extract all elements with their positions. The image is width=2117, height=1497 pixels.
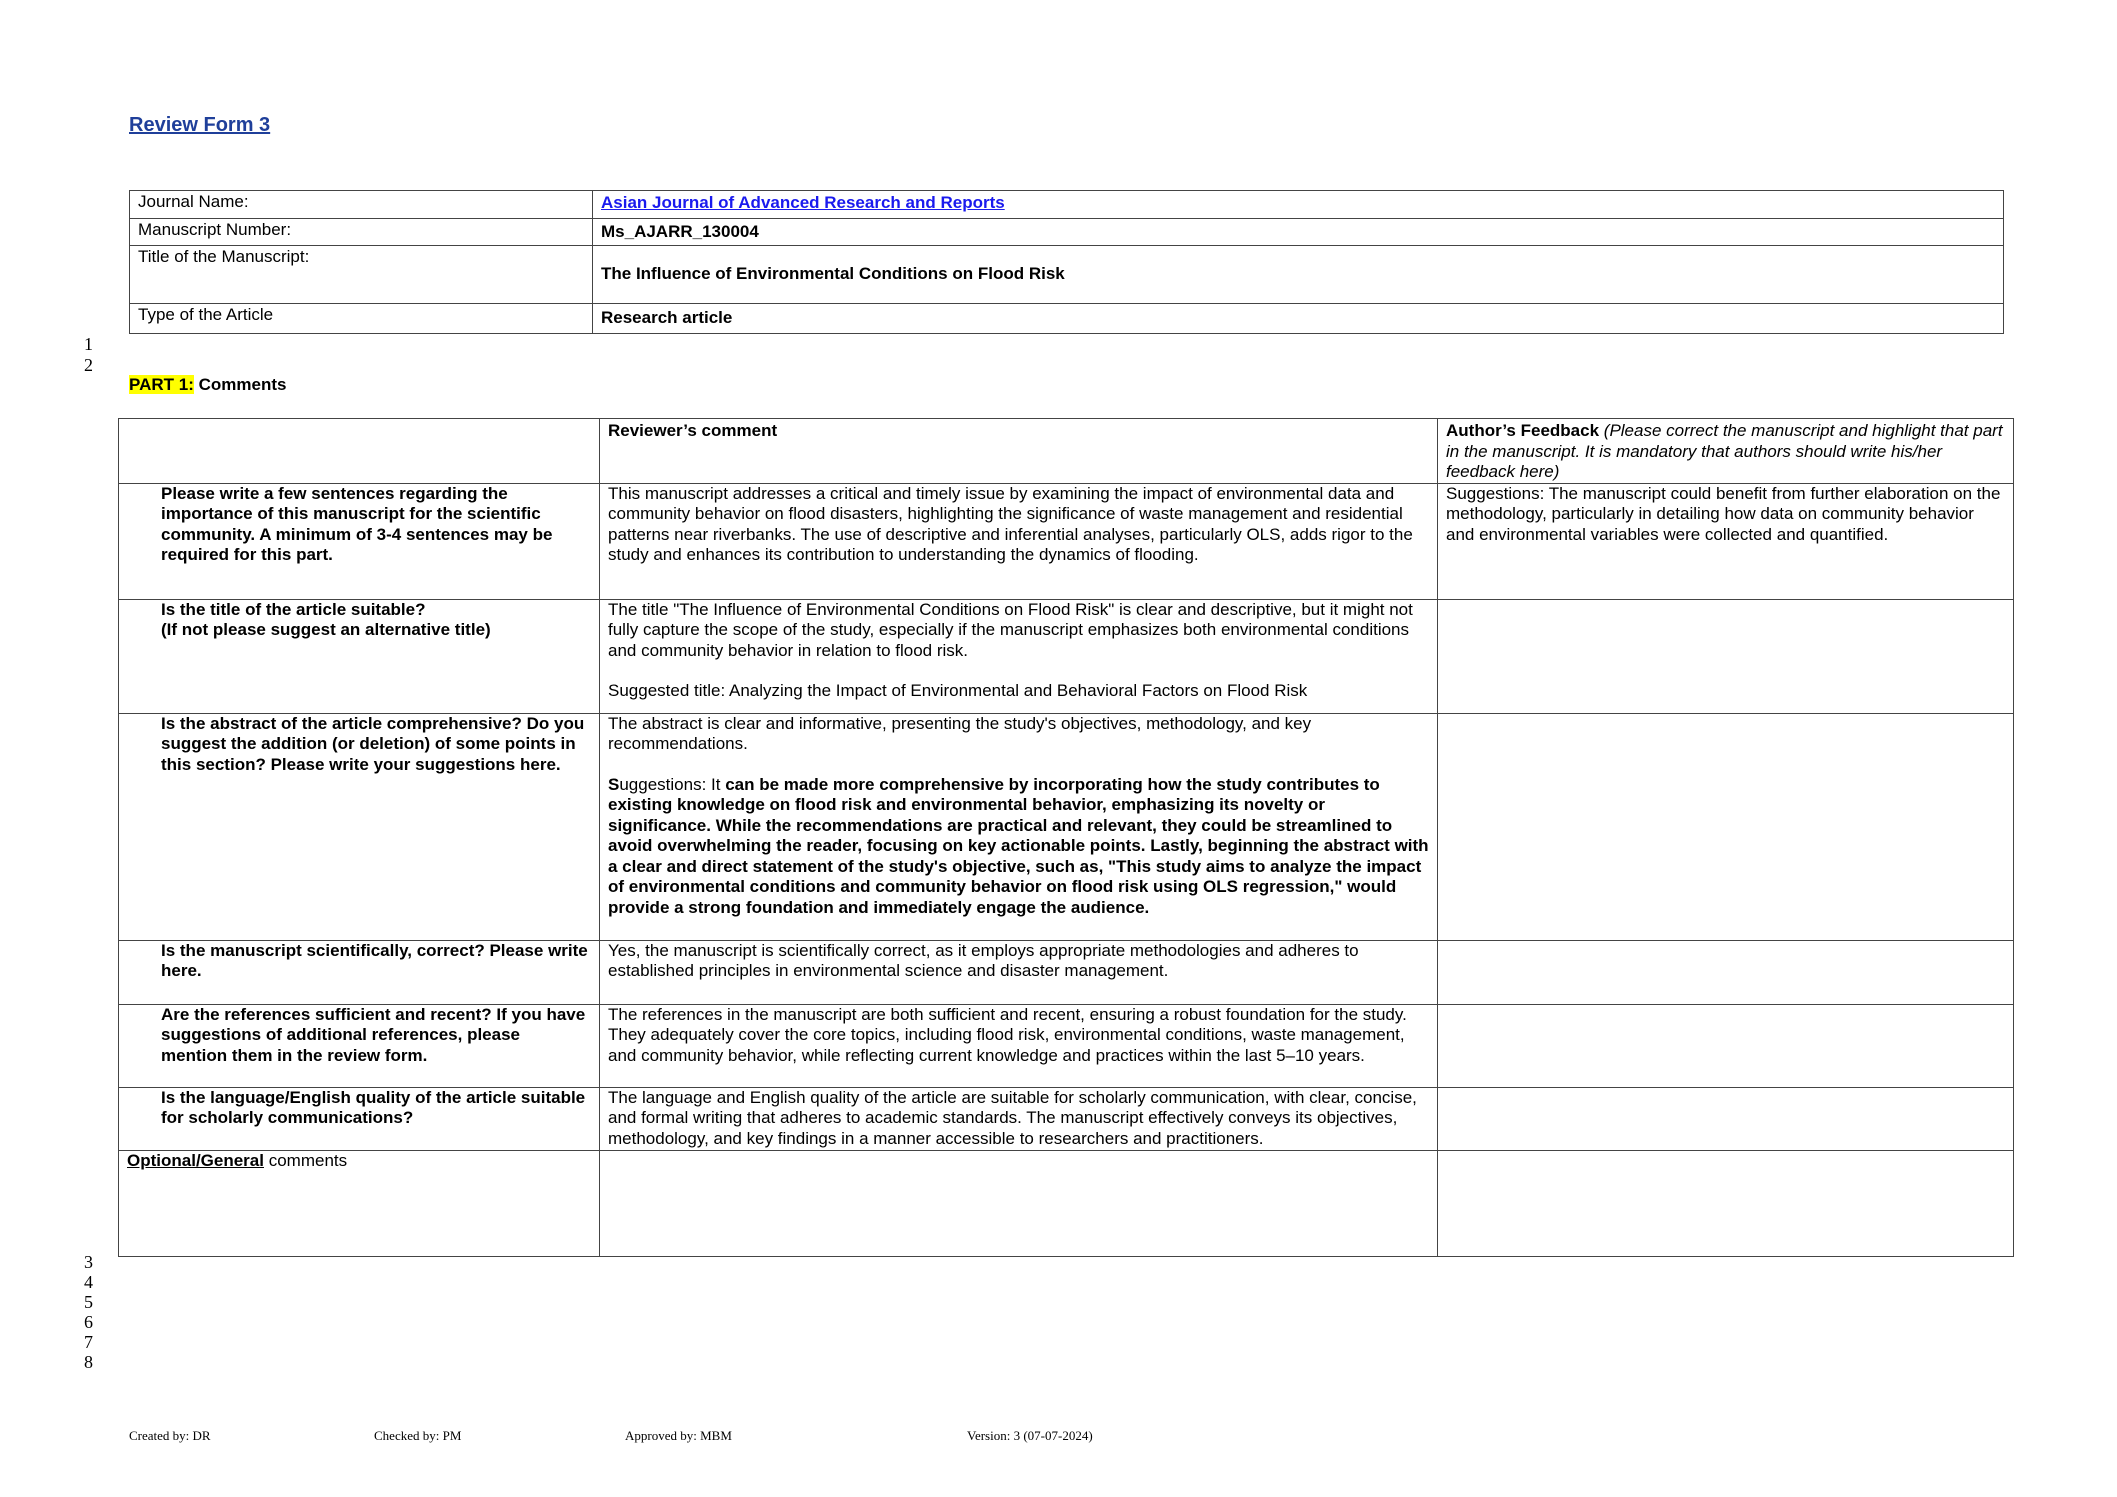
- part-heading: [129, 375, 286, 395]
- reviewer-comment: The references in the manuscript are both sufficient and recent, ensuring a robust foundation for the study. They adequately cover the core topics, including flood risk, environmental conditions, waste management, and community behavior, while reflecting current knowledge and practices within the last 5–10 years.: [600, 1004, 1438, 1087]
- table-row: [119, 1087, 2014, 1150]
- author-feedback[interactable]: [1438, 1004, 2014, 1087]
- table-row: [119, 713, 2014, 940]
- footer-created-by: Created by: DR: [129, 1428, 211, 1443]
- question: Is the abstract of the article comprehensive? Do you suggest the addition (or deletion) of some points in this section? Please write your suggestions here.: [119, 713, 600, 940]
- optional-comments-row: [119, 1150, 2014, 1256]
- info-label: Title of the Manuscript:: [130, 246, 593, 304]
- reviewer-comment-header: Reviewer’s comment: [600, 419, 1438, 484]
- optional-label-bold: Optional/General: [127, 1150, 264, 1170]
- footer-checked-by: Checked by: PM: [374, 1428, 462, 1443]
- table-row: [119, 1004, 2014, 1087]
- question: Is the language/English quality of the article suitable for scholarly communications?: [119, 1087, 600, 1150]
- author-feedback-header: [1438, 419, 2014, 484]
- line-number: 1: [84, 334, 93, 354]
- reviewer-comment: [600, 713, 1438, 940]
- comment-text: The title "The Influence of Environmental Conditions on Flood Risk" is clear and descriptive, but it might not fully capture the scope of the study, especially if the manuscript emphasizes both environmental conditions and community behavior in relation to flood risk.: [608, 599, 1413, 660]
- author-feedback[interactable]: [1438, 713, 2014, 940]
- journal-name-link[interactable]: Asian Journal of Advanced Research and Reports: [601, 193, 1005, 212]
- empty-header-cell: [119, 419, 600, 484]
- question: [119, 599, 600, 713]
- table-row: [119, 483, 2014, 599]
- article-type: Research article: [593, 304, 2004, 334]
- info-label: Manuscript Number:: [130, 219, 593, 246]
- info-row: [130, 246, 2004, 304]
- line-number: 5: [84, 1292, 93, 1312]
- author-feedback[interactable]: [1438, 1087, 2014, 1150]
- reviewer-comment: Yes, the manuscript is scientifically correct, as it employs appropriate methodologies and adheres to established principles in environmental science and disaster management.: [600, 940, 1438, 1004]
- suggestion-initial: S: [608, 774, 620, 794]
- question: Is the manuscript scientifically, correct? Please write here.: [119, 940, 600, 1004]
- reviewer-comment: This manuscript addresses a critical and timely issue by examining the impact of environmental data and community behavior on flood disasters, highlighting the significance of waste management and residential patterns near riverbanks. The use of descriptive and inferential analyses, particularly OLS, adds rigor to the study and enhances its contribution to understanding the dynamics of flooding.: [600, 483, 1438, 599]
- manuscript-number: Ms_AJARR_130004: [593, 219, 2004, 246]
- line-number: 2: [84, 355, 93, 375]
- suggested-title: Suggested title: Analyzing the Impact of Environmental and Behavioral Factors on Flood Risk: [608, 681, 1308, 700]
- info-row: [130, 219, 2004, 246]
- table-row: [119, 599, 2014, 713]
- question: Please write a few sentences regarding the importance of this manuscript for the scientific community. A minimum of 3-4 sentences may be required for this part.: [119, 483, 600, 599]
- comments-header-row: [119, 419, 2014, 484]
- optional-author-feedback[interactable]: [1438, 1150, 2014, 1256]
- footer-version: Version: 3 (07-07-2024): [967, 1428, 1093, 1443]
- comment-text: The abstract is clear and informative, presenting the study's objectives, methodology, and key recommendations.: [608, 713, 1312, 753]
- author-feedback-label: Author’s Feedback: [1446, 421, 1600, 440]
- part-label: PART 1:: [129, 375, 194, 394]
- question: Are the references sufficient and recent? If you have suggestions of additional references, please mention them in the review form.: [119, 1004, 600, 1087]
- suggestion-lead: uggestions: It: [619, 774, 726, 794]
- manuscript-info-table: [129, 190, 2004, 334]
- suggestion-body: can be made more comprehensive by incorporating how the study contributes to existing knowledge on flood risk and environmental behavior, emphasizing its novelty or significance. While the recommendations are practical and relevant, they could be streamlined to avoid overwhelming the reader, focusing on key actionable points. Lastly, beginning the abstract with a clear and direct statement of the study's objective, such as, "This study aims to analyze the impact of environmental conditions and community behavior on flood risk using OLS regression," would provide a strong foundation and immediately engage the audience.: [608, 774, 1429, 917]
- question-text: Is the title of the article suitable?: [161, 599, 426, 619]
- info-label: Journal Name:: [130, 191, 593, 219]
- line-number: 7: [84, 1332, 93, 1352]
- info-row: [130, 191, 2004, 219]
- author-feedback[interactable]: [1438, 599, 2014, 713]
- info-label: Type of the Article: [130, 304, 593, 334]
- part-title: Comments: [198, 375, 287, 394]
- line-number: 6: [84, 1312, 93, 1332]
- reviewer-comment: [600, 599, 1438, 713]
- author-feedback-instruction: (Please correct the manuscript and highlight that part in the manuscript. It is mandatory that authors should write his/her feedback here): [1446, 421, 2003, 481]
- line-number: 8: [84, 1352, 93, 1372]
- optional-comments-label: [119, 1150, 600, 1256]
- comments-table: [118, 418, 2014, 1257]
- footer-approved-by: Approved by: MBM: [625, 1428, 732, 1443]
- table-row: [119, 940, 2014, 1004]
- optional-label-rest: comments: [263, 1150, 348, 1170]
- reviewer-comment: The language and English quality of the article are suitable for scholarly communication, with clear, concise, and formal writing that adheres to academic standards. The manuscript effectively conveys its objectives, methodology, and key findings in a manner accessible to researchers and practitioners.: [600, 1087, 1438, 1150]
- suggestion-text: [608, 775, 1429, 919]
- info-row: [130, 304, 2004, 334]
- optional-reviewer-comment[interactable]: [600, 1150, 1438, 1256]
- author-feedback[interactable]: Suggestions: The manuscript could benefit from further elaboration on the methodology, particularly in detailing how data on community behavior and environmental variables were collected and quantified.: [1438, 483, 2014, 599]
- author-feedback[interactable]: [1438, 940, 2014, 1004]
- manuscript-title: The Influence of Environmental Conditions on Flood Risk: [593, 246, 2004, 304]
- line-number: 3: [84, 1252, 93, 1272]
- form-title-link[interactable]: Review Form 3: [129, 114, 271, 136]
- line-number: 4: [84, 1272, 93, 1292]
- question-subtext: (If not please suggest an alternative title): [161, 620, 491, 639]
